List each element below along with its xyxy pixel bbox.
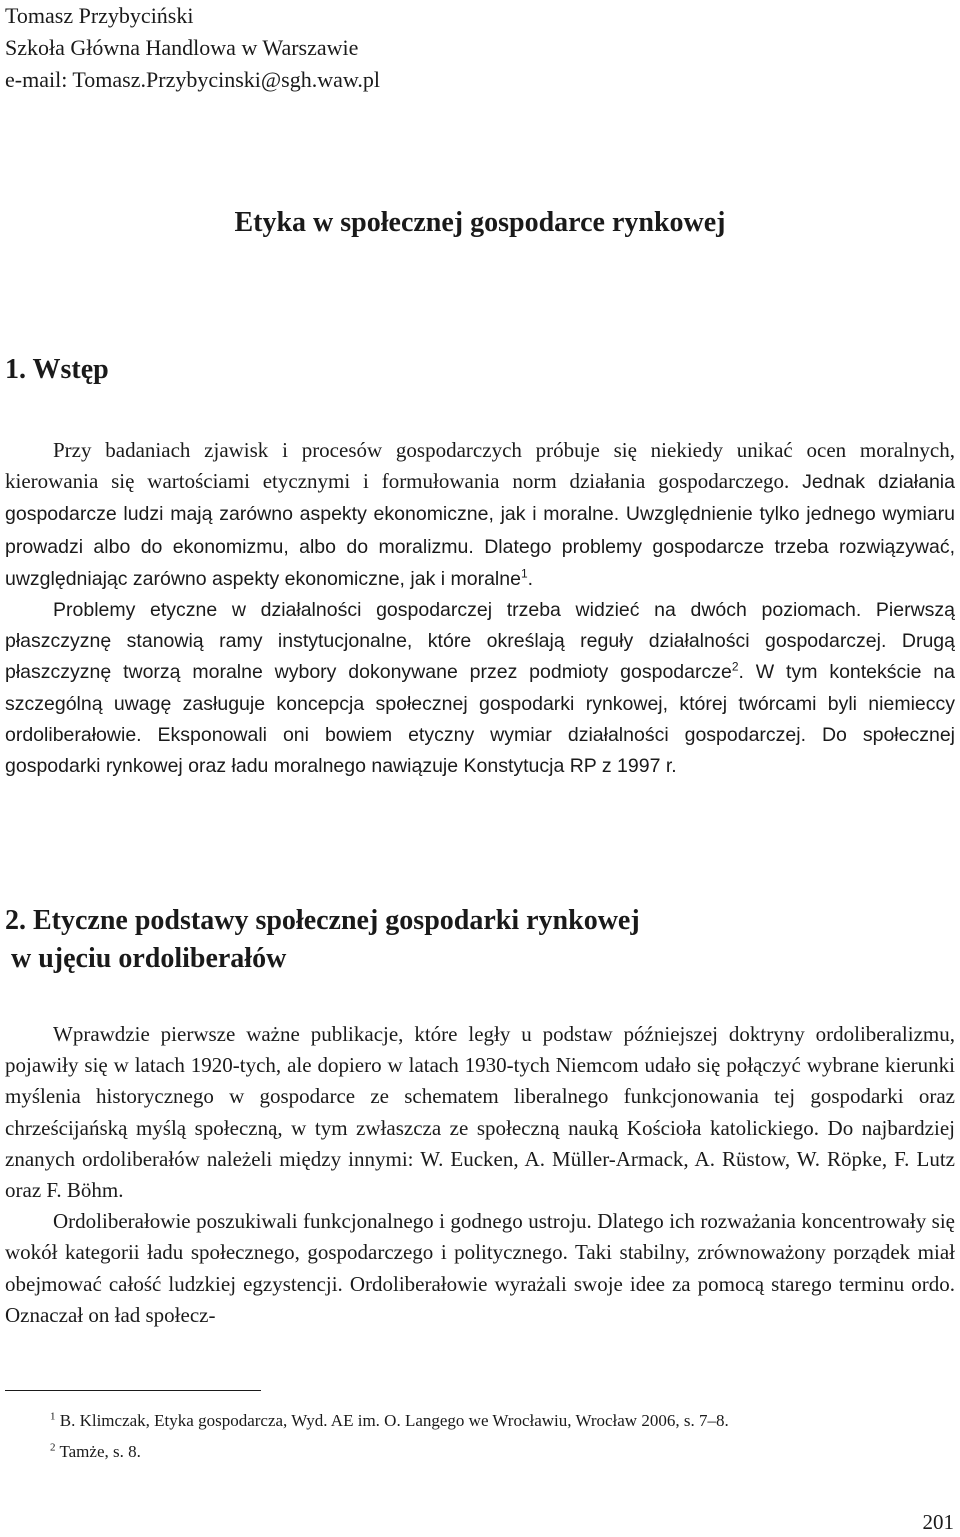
footnote-text: Tamże, s. 8. bbox=[55, 1442, 141, 1461]
paragraph-text: . W tym kontekście na szczególną uwagę zasługuje koncepcja społecznej gospodarki rynkowej, której twórcami byli niemieccy ordoliberałowie. Eksponowali oni bowiem etyczny wymiar działalności gospodarczej. Do społecznej gospodarki rynkowej oraz ładu moralnego nawiązuje Konstytucja RP z 1997 r. bbox=[5, 661, 955, 778]
section-1-paragraph-2 bbox=[5, 595, 955, 782]
paragraph-text-sans-content: Jednak działania gospodarcze ludzi mają zarówno aspekty ekonomiczne, jak i moralne. Uwzględnienie tylko jednego wymiaru prowadzi albo do ekonomizmu, albo do moralizmu. Dlatego problemy gospodarcze trzeba rozwiązywać, uwzględniając zarówno aspekty ekonomiczne, jak i moralne bbox=[5, 471, 955, 590]
footnote-1 bbox=[50, 1405, 940, 1436]
paragraph-end: . bbox=[527, 567, 534, 590]
section-2-body bbox=[5, 1019, 955, 1331]
paper-title: Etyka w społecznej gospodarce rynkowej bbox=[234, 207, 726, 238]
footnote-text: B. Klimczak, Etyka gospodarcza, Wyd. AE im. O. Langego we Wrocławiu, Wrocław 2006, s. 7–8. bbox=[55, 1411, 729, 1430]
footnote-ref-2: 2 bbox=[731, 659, 739, 674]
section-1-body bbox=[5, 435, 955, 782]
author-block bbox=[5, 0, 955, 96]
page-number: 201 bbox=[922, 1510, 954, 1534]
section-1-heading: 1. Wstęp bbox=[5, 354, 109, 385]
footnote-number: 1 bbox=[50, 1410, 56, 1423]
author-affiliation: Szkoła Główna Handlowa w Warszawie bbox=[5, 35, 359, 60]
section-2-paragraph-1: Wprawdzie pierwsze ważne publikacje, które legły u podstaw późniejszej doktryny ordoliberalizmu, pojawiły się w latach 1920-tych, ale dopiero w latach 1930-tych Niemcom udało się połączyć wybrane kierunki myślenia historycznego w gospodarce ze schematem liberalnego funkcjonowania tej gospodarki oraz chrześcijańską myślą społeczną, w tym zwłaszcza ze społeczną nauką Kościoła katolickiego. Do najbardziej znanych ordoliberałów należeli między innymi: W. Eucken, A. Müller-Armack, A. Rüstow, W. Röpke, F. Lutz oraz F. Böhm. bbox=[5, 1022, 955, 1203]
footnotes bbox=[50, 1405, 940, 1467]
paragraph-text: Problemy etyczne w działalności gospodarczej trzeba widzieć na dwóch poziomach. Pierwszą płaszczyznę stanowią ramy instytucjonalne, które określają reguły działalności gospodarczej. Drugą płaszczyznę tworzą moralne wybory dokonywane przez podmioty gospodarcze bbox=[5, 599, 955, 684]
footnote-separator bbox=[5, 1390, 261, 1391]
section-2-heading-line-2: w ujęciu ordoliberałów bbox=[11, 943, 287, 974]
paragraph-text: Przy badaniach zjawisk i procesów gospodarczych próbuje się niekiedy unikać ocen moralnych, kierowania się wartościami etycznymi i formułowania norm działania gospodarczego. bbox=[5, 438, 955, 494]
section-2-heading bbox=[5, 902, 640, 978]
footnote-number: 2 bbox=[50, 1441, 56, 1454]
author-email: e-mail: Tomasz.Przybycinski@sgh.waw.pl bbox=[5, 67, 380, 92]
section-2-heading-line-1: 2. Etyczne podstawy społecznej gospodarki rynkowej bbox=[5, 905, 640, 936]
section-1-paragraph-1 bbox=[5, 435, 955, 595]
author-name: Tomasz Przybyciński bbox=[5, 3, 194, 28]
section-2-paragraph-2: Ordoliberałowie poszukiwali funkcjonalnego i godnego ustroju. Dlatego ich rozważania koncentrowały się wokół kategorii ładu społecznego, gospodarczego i politycznego. Taki stabilny, zrównoważony porządek miał obejmować całość ludzkiej egzystencji. Ordoliberałowie wyrażali swoje idee za pomocą starego terminu ordo. Oznaczał on ład społecz- bbox=[5, 1209, 955, 1327]
footnote-ref-1: 1 bbox=[520, 566, 528, 581]
footnote-2 bbox=[50, 1436, 940, 1467]
